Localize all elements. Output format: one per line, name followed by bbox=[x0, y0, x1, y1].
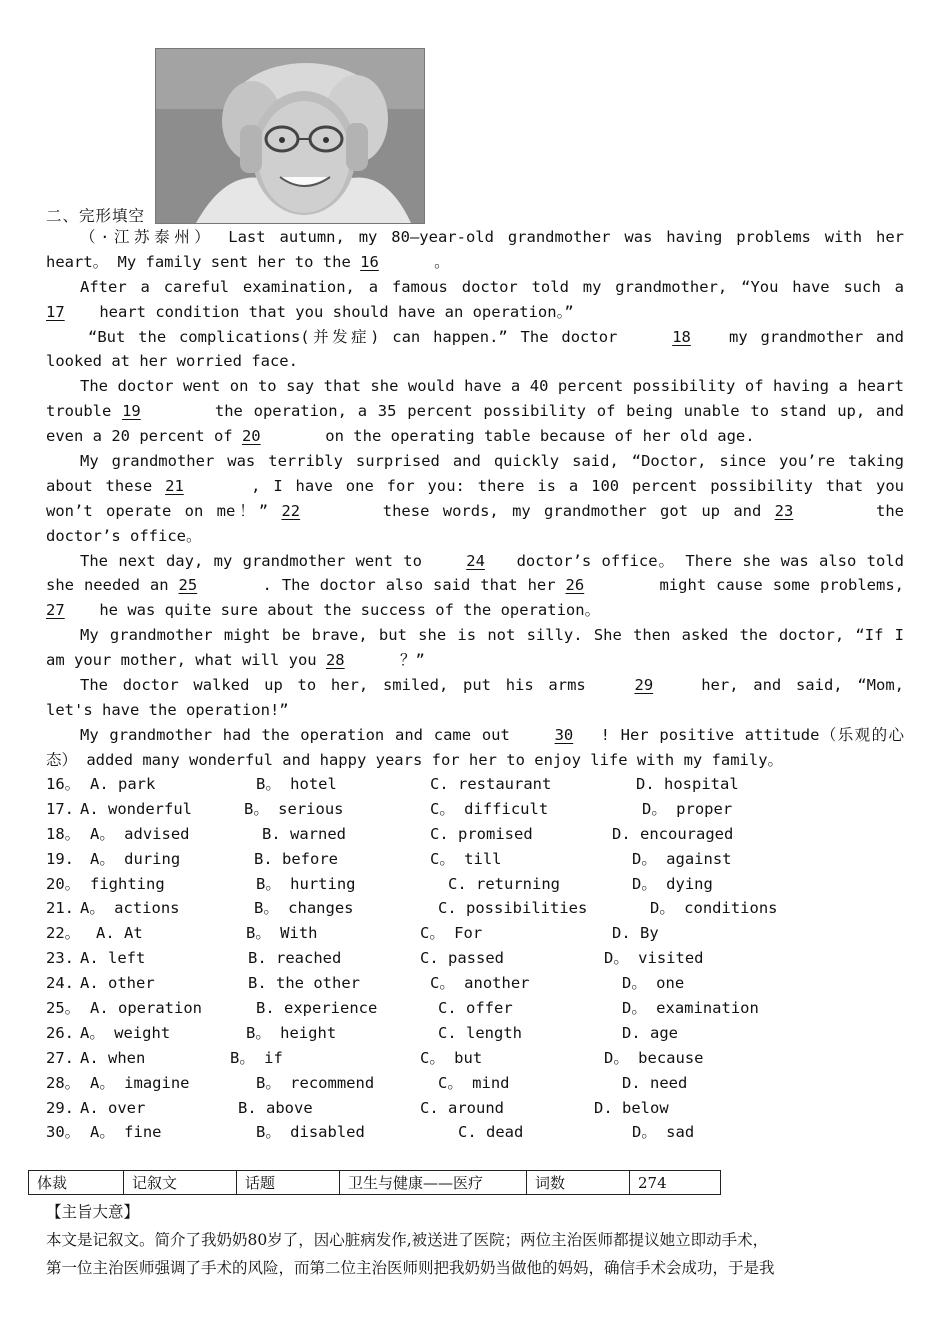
passage-text: My grandmother might be brave, but she is not silly. She then asked the doctor, “If I bbox=[80, 626, 904, 645]
passage-text: ？” bbox=[399, 651, 425, 670]
passage-text: The doctor went on to say that she would have a 40 percent possibility of having a heart bbox=[80, 377, 904, 396]
passage-text: might cause some problems, bbox=[649, 576, 904, 595]
option-b[interactable]: B。 disabled bbox=[256, 1123, 365, 1142]
option-c[interactable]: C。 till bbox=[430, 849, 502, 868]
blank-16[interactable]: 16 bbox=[360, 252, 379, 271]
option-d[interactable]: D。 proper bbox=[642, 799, 733, 818]
option-row bbox=[46, 797, 906, 822]
question-number: 19. bbox=[46, 849, 74, 868]
option-b[interactable]: B. reached bbox=[248, 949, 342, 968]
option-row bbox=[46, 921, 906, 946]
passage-text: she needed an bbox=[46, 576, 179, 595]
passage-text: , I have one for you: there is a 100 percent possibility that you bbox=[251, 476, 904, 495]
question-number: 30。 bbox=[46, 1123, 81, 1142]
option-d[interactable]: D. age bbox=[622, 1023, 678, 1042]
blank-27[interactable]: 27 bbox=[46, 601, 65, 620]
passage-line bbox=[46, 374, 904, 399]
genre-value: 记叙文 bbox=[124, 1171, 237, 1195]
option-c[interactable]: C。 but bbox=[420, 1048, 483, 1067]
option-a[interactable]: A. other bbox=[80, 974, 155, 993]
passage-text: Last autumn, my 80—year-old grandmother was having problems with her bbox=[214, 228, 904, 246]
option-d[interactable]: D. hospital bbox=[636, 775, 739, 793]
passage-line bbox=[46, 225, 904, 250]
passage-text: 。 bbox=[434, 252, 450, 271]
blank-24[interactable]: 24 bbox=[466, 551, 485, 570]
source-label: （·江苏泰州） bbox=[80, 228, 215, 246]
option-a[interactable]: fighting bbox=[90, 874, 165, 893]
option-a[interactable]: A. left bbox=[80, 949, 146, 968]
passage-line bbox=[46, 250, 904, 275]
blank-30[interactable]: 30 bbox=[554, 725, 574, 744]
option-b[interactable]: B. experience bbox=[256, 999, 378, 1018]
grandmother-photo-illustration bbox=[156, 49, 424, 223]
question-number: 22。 bbox=[46, 924, 81, 943]
summary-section bbox=[46, 1198, 914, 1282]
passage-text: heart。 My family sent her to the bbox=[46, 252, 361, 271]
info-table bbox=[28, 1170, 721, 1195]
option-d[interactable]: D. By bbox=[612, 924, 659, 943]
option-b[interactable]: B。 serious bbox=[244, 799, 344, 818]
option-b[interactable]: B. the other bbox=[248, 974, 360, 993]
option-a[interactable]: A。 weight bbox=[80, 1023, 171, 1042]
blank-29[interactable]: 29 bbox=[634, 676, 654, 695]
passage-line bbox=[46, 549, 904, 574]
passage-text: looked at her worried face. bbox=[46, 352, 298, 371]
passage-text: he was quite sure about the success of the operation。 bbox=[90, 601, 601, 620]
passage-text: the operation, a 35 percent possibility of being unable to stand up, and bbox=[204, 402, 904, 421]
passage-text: ! Her positive attitude（乐观的心 bbox=[600, 725, 904, 744]
option-a[interactable]: A。 fine bbox=[90, 1123, 162, 1142]
passage-text: The next day, my grandmother went to bbox=[80, 551, 433, 570]
option-row bbox=[46, 996, 906, 1021]
blank-22[interactable]: 22 bbox=[281, 501, 301, 520]
blank-21[interactable]: 21 bbox=[165, 476, 184, 495]
option-row bbox=[46, 971, 906, 996]
passage-text: on the operating table because of her old age. bbox=[315, 427, 755, 446]
option-c[interactable]: C. promised bbox=[430, 824, 533, 843]
summary-heading: 【主旨大意】 bbox=[46, 1203, 140, 1221]
option-a[interactable]: A. At bbox=[96, 924, 143, 943]
passage-line bbox=[46, 499, 904, 524]
question-number: 18。 bbox=[46, 824, 81, 843]
section-title: 二、完形填空 bbox=[46, 207, 146, 225]
option-c[interactable]: C。 mind bbox=[438, 1073, 510, 1092]
option-d[interactable]: D. encouraged bbox=[612, 824, 734, 843]
passage-line bbox=[46, 399, 904, 424]
passage-text: am your mother, what will you bbox=[46, 651, 326, 670]
passage-text: even a 20 percent of bbox=[46, 427, 242, 446]
passage-line bbox=[46, 474, 904, 499]
question-number: 27. bbox=[46, 1048, 74, 1067]
option-a[interactable]: A. over bbox=[80, 1098, 146, 1117]
passage-text: 态） added many wonderful and happy years for her to enjoy life with my family。 bbox=[46, 750, 784, 769]
info-row bbox=[29, 1171, 721, 1195]
passage-line bbox=[46, 275, 904, 300]
option-c[interactable]: C. passed bbox=[420, 949, 504, 968]
passage-line bbox=[46, 673, 904, 698]
option-a[interactable]: A. park bbox=[90, 775, 156, 793]
passage-line bbox=[46, 623, 904, 648]
option-row bbox=[46, 1071, 906, 1096]
option-c[interactable]: C. returning bbox=[448, 874, 560, 893]
option-a[interactable]: A。 imagine bbox=[90, 1073, 190, 1092]
topic-value: 卫生与健康——医疗 bbox=[340, 1171, 527, 1195]
option-c[interactable]: C. restaurant bbox=[430, 775, 552, 793]
option-d[interactable]: D。 one bbox=[622, 974, 685, 993]
option-b[interactable]: B。 hurting bbox=[256, 874, 356, 893]
option-b[interactable]: B。 hotel bbox=[256, 775, 337, 793]
cloze-passage bbox=[46, 225, 904, 773]
blank-28[interactable]: 28 bbox=[325, 651, 345, 670]
passage-line bbox=[46, 748, 904, 773]
option-d[interactable]: D。 dying bbox=[632, 874, 713, 893]
passage-text: doctor’s office。 There she was also told bbox=[506, 551, 904, 570]
option-row bbox=[46, 822, 906, 847]
option-b[interactable]: B. before bbox=[254, 849, 338, 868]
option-b[interactable]: B。 height bbox=[246, 1023, 337, 1042]
option-b[interactable]: B。 recommend bbox=[256, 1073, 375, 1092]
option-b[interactable]: B. warned bbox=[262, 824, 346, 843]
option-row bbox=[46, 896, 906, 921]
option-a[interactable]: A。 advised bbox=[90, 824, 190, 843]
blank-20[interactable]: 20 bbox=[241, 427, 261, 446]
passage-text: doctor’s office。 bbox=[46, 526, 202, 545]
blank-23[interactable]: 23 bbox=[774, 501, 794, 520]
option-row bbox=[46, 946, 906, 971]
option-d[interactable]: D。 because bbox=[604, 1048, 704, 1067]
passage-text: the bbox=[862, 501, 904, 520]
question-number: 17. bbox=[46, 799, 74, 818]
option-a[interactable]: A。 actions bbox=[80, 899, 180, 918]
option-d[interactable]: D. need bbox=[622, 1073, 688, 1092]
blank-17[interactable]: 17 bbox=[46, 302, 65, 321]
question-number: 26. bbox=[46, 1023, 74, 1042]
question-number: 28。 bbox=[46, 1073, 81, 1092]
blank-26[interactable]: 26 bbox=[565, 576, 585, 595]
passage-text: “But the complications(并发症) can happen.” The doctor bbox=[88, 327, 631, 346]
option-c[interactable]: C. around bbox=[420, 1098, 504, 1117]
option-row bbox=[46, 847, 906, 872]
passage-text: . The doctor also said that her bbox=[262, 576, 566, 595]
blank-18[interactable]: 18 bbox=[672, 327, 691, 346]
passage-text: My grandmother had the operation and came out bbox=[80, 725, 521, 744]
option-b[interactable]: B. above bbox=[238, 1098, 313, 1117]
option-d[interactable]: D。 sad bbox=[632, 1123, 695, 1142]
question-number: 16。 bbox=[46, 775, 81, 793]
option-row bbox=[46, 872, 906, 897]
question-number: 20。 bbox=[46, 874, 81, 893]
passage-line bbox=[46, 424, 904, 449]
genre-label: 体裁 bbox=[29, 1171, 124, 1195]
option-c[interactable]: C。 another bbox=[430, 974, 530, 993]
passage-text: my grandmother and bbox=[716, 327, 904, 346]
passage-line bbox=[46, 449, 904, 474]
passage-line bbox=[46, 300, 904, 325]
option-c[interactable]: C。 For bbox=[420, 924, 483, 943]
passage-text: won’t operate on me！” bbox=[46, 501, 282, 520]
passage-text: After a careful examination, a famous doctor told my grandmother, “You have such a bbox=[80, 277, 904, 296]
option-d[interactable]: D。 conditions bbox=[650, 899, 778, 918]
question-number: 24. bbox=[46, 974, 74, 993]
option-c[interactable]: C. possibilities bbox=[438, 899, 588, 918]
option-b[interactable]: B。 With bbox=[246, 924, 318, 943]
option-d[interactable]: D。 visited bbox=[604, 949, 704, 968]
option-a[interactable]: A. wonderful bbox=[80, 799, 192, 818]
option-b[interactable]: B。 changes bbox=[254, 899, 354, 918]
passage-line bbox=[46, 698, 904, 723]
option-row bbox=[46, 1120, 906, 1145]
option-d[interactable]: D. below bbox=[594, 1098, 669, 1117]
option-c[interactable]: C. length bbox=[438, 1023, 522, 1042]
option-c[interactable]: C。 difficult bbox=[430, 799, 549, 818]
summary-line: 本文是记叙文。简介了我奶奶80岁了，因心脏病发作,被送进了医院；两位主治医师都提议她立即动手术， bbox=[46, 1231, 769, 1249]
blank-25[interactable]: 25 bbox=[178, 576, 198, 595]
option-b[interactable]: B。 if bbox=[230, 1048, 283, 1067]
passage-text: these words, my grandmother got up and bbox=[369, 501, 775, 520]
grandmother-photo bbox=[155, 48, 425, 224]
option-row bbox=[46, 1046, 906, 1071]
passage-line bbox=[46, 723, 904, 748]
option-c[interactable]: C. dead bbox=[458, 1123, 524, 1142]
passage-text: My grandmother was terribly surprised and quickly said, “Doctor, since you’re taking bbox=[80, 452, 904, 471]
passage-text: let's have the operation!” bbox=[46, 700, 289, 719]
passage-text: heart condition that you should have an operation。” bbox=[90, 302, 574, 321]
topic-label: 话题 bbox=[237, 1171, 340, 1195]
option-c[interactable]: C. offer bbox=[438, 999, 513, 1018]
passage-text: The doctor walked up to her, smiled, put his arms bbox=[80, 676, 601, 695]
question-number: 23. bbox=[46, 949, 74, 968]
option-row bbox=[46, 1021, 906, 1046]
answer-options bbox=[46, 772, 906, 1145]
question-number: 25。 bbox=[46, 999, 81, 1018]
question-number: 29. bbox=[46, 1098, 74, 1117]
words-label: 词数 bbox=[527, 1171, 630, 1195]
passage-line bbox=[46, 325, 904, 350]
option-d[interactable]: D。 against bbox=[632, 849, 732, 868]
option-row bbox=[46, 772, 906, 797]
passage-line bbox=[46, 349, 904, 374]
passage-text: trouble bbox=[46, 402, 123, 421]
passage-line bbox=[46, 598, 904, 623]
option-row bbox=[46, 1096, 906, 1121]
passage-line bbox=[46, 648, 904, 673]
option-a[interactable]: A. when bbox=[80, 1048, 146, 1067]
question-number: 21. bbox=[46, 899, 74, 918]
passage-line bbox=[46, 524, 904, 549]
words-value: 274 bbox=[630, 1171, 721, 1195]
option-d[interactable]: D。 examination bbox=[622, 999, 759, 1018]
passage-text: her, and said, “Mom, bbox=[686, 676, 904, 695]
option-a[interactable]: A。 during bbox=[90, 849, 181, 868]
option-a[interactable]: A. operation bbox=[90, 999, 202, 1018]
passage-line bbox=[46, 573, 904, 598]
blank-19[interactable]: 19 bbox=[122, 402, 141, 421]
summary-line: 第一位主治医师强调了手术的风险，而第二位主治医师则把我奶奶当做他的妈妈，确信手术会成功，于是我 bbox=[46, 1259, 775, 1277]
passage-text: about these bbox=[46, 476, 166, 495]
